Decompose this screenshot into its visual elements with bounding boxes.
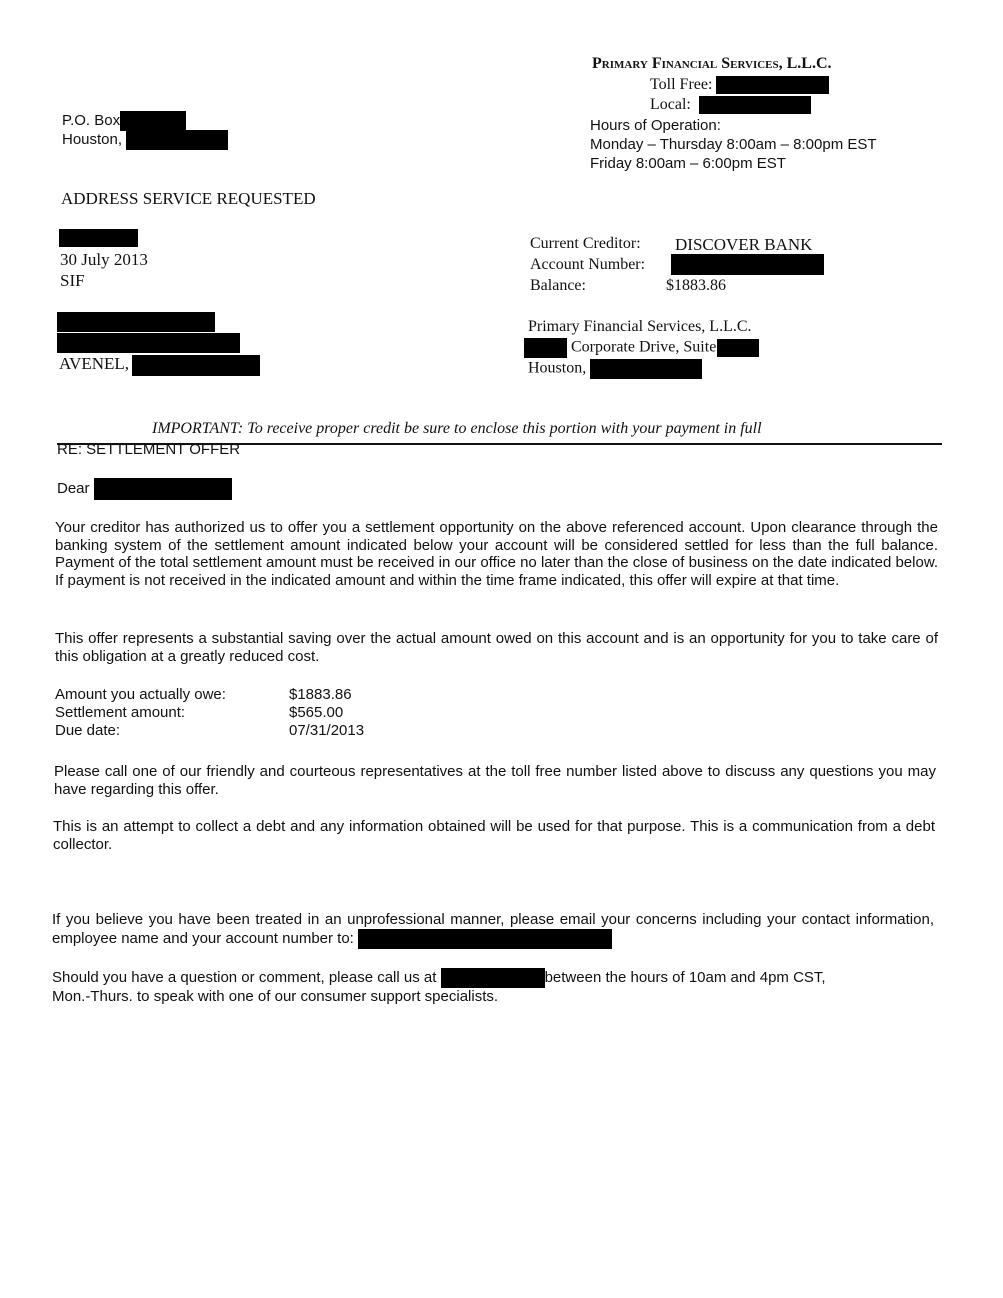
important-enclosure-note: IMPORTANT: To receive proper credit be sure to enclose this portion with your payment in full [152,420,762,437]
creditor-label: Current Creditor: [530,235,641,252]
redacted-street-number [524,338,567,358]
redacted-recipient-city [132,355,260,376]
return-po-box-line [62,111,186,131]
term-label-settlement-amount: Settlement amount: [55,704,186,721]
paragraph-substantial-saving: This offer represents a substantial saving over the actual amount owed on this account and is an opportunity for you to take care of this obligation at a greatly reduced cost. [55,630,938,665]
hours-title: Hours of Operation: [590,117,721,134]
letter-code: SIF [60,271,85,290]
redacted-local-number [699,96,811,114]
redacted-complaint-email [358,929,612,949]
question-line-1 [52,968,826,988]
term-value-amount-owed: $1883.86 [289,686,352,703]
return-city-line [62,130,228,150]
redacted-reference-code [59,229,138,247]
return-city-label: Houston, [62,130,123,148]
unprofessional-text: If you believe you have been treated in an unprofessional manner, please email your concerns including your contact information, employee name and your account number to: [52,911,934,947]
paragraph-unprofessional-manner [52,911,934,949]
remit-to-name: Primary Financial Services, L.L.C. [528,318,752,335]
balance-label: Balance: [530,277,586,294]
redacted-po-box-number [120,111,186,131]
redacted-recipient-street [57,333,240,353]
po-box-label: P.O. Box [62,111,121,129]
hours-friday: Friday 8:00am – 6:00pm EST [590,155,786,172]
redacted-account-number [671,254,824,275]
redacted-recipient-salutation-name [94,478,232,500]
toll-free-line [650,76,829,94]
question-line-2: Mon.-Thurs. to speak with one of our consumer support specialists. [52,988,499,1005]
salutation: Dear [57,479,90,497]
term-value-due-date: 07/31/2013 [289,722,365,739]
recipient-city-label: AVENEL, [59,354,130,373]
paragraph-settlement-offer: Your creditor has authorized us to offer you a settlement opportunity on the above referenced account. Upon clearance through the banking system of the settlement amount indicated below your account will be considered settled for less than the full balance. Payment of the total settlement amount must be received in our office no later than the close of business on the date indicated below. If payment is not received in the indicated amount and within the time frame indicated, this offer will expire at that time. [55,519,938,589]
redacted-return-city [126,130,228,150]
remit-to-city-line [528,359,702,379]
remit-to-street-line [524,338,759,358]
creditor-value: DISCOVER BANK [675,235,813,254]
redacted-toll-free-number [716,76,829,94]
question-text-end: between the hours of 10am and 4pm CST, [544,968,826,986]
local-label: Local: [650,96,691,113]
paragraph-debt-collector-notice: This is an attempt to collect a debt and any information obtained will be used for that purpose. This is a communication from a debt collector. [53,818,935,853]
re-line: RE: SETTLEMENT OFFER [57,441,241,458]
toll-free-label: Toll Free: [650,76,713,93]
redacted-support-phone [441,968,545,988]
account-number-label: Account Number: [530,256,646,273]
term-label-amount-owed: Amount you actually owe: [55,686,226,703]
term-value-settlement-amount: $565.00 [289,704,344,721]
balance-value: $1883.86 [666,277,726,294]
redacted-remit-city [590,359,702,379]
sender-company-name: Primary Financial Services, L.L.C. [592,55,832,72]
recipient-city-line [59,354,260,376]
redacted-suite-number [717,339,759,357]
hours-weekday: Monday – Thursday 8:00am – 8:00pm EST [590,136,877,153]
question-text-start: Should you have a question or comment, please call us at [52,968,437,986]
paragraph-call-representatives: Please call one of our friendly and courteous representatives at the toll free number listed above to discuss any questions you may have regarding this offer. [54,763,936,798]
term-label-due-date: Due date: [55,722,121,739]
local-phone-line [650,96,811,114]
address-service-requested: ADDRESS SERVICE REQUESTED [61,189,316,208]
remit-to-city-label: Houston, [528,359,587,377]
letter-date: 30 July 2013 [60,250,148,269]
remit-to-street-text: Corporate Drive, Suite [571,338,717,356]
redacted-recipient-name [57,312,215,332]
salutation-line [57,478,232,500]
